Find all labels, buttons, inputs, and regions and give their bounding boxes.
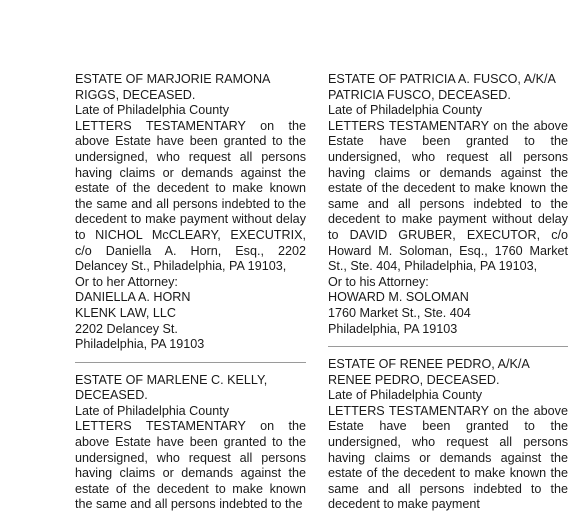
attorney-name: DANIELLA A. HORN [75,290,191,305]
notice-body: LETTERS TESTAMENTARY on the above Estate have been granted to the undersigned, who request all persons having claims or demands against the estate of the decedent to make known the same and all persons indebted to the decedent to make payment without delay to NICHOL McCLEARY, EXECUTRIX, c/o Daniella A. Horn, Esq., 2202 Delancey St., Philadelphia, PA 19103, [75,118,306,274]
estate-notice-pedro [328,357,568,513]
attorney-intro: Or to his Attorney: [328,274,429,289]
notice-body: LETTERS TESTAMENTARY on the above Estate have been granted to the undersigned, who request all persons having claims or demands against the estate of the decedent to make known the same and all persons indebted to the decedent to make payment [328,403,568,512]
notice-body: LETTERS TESTAMENTARY on the above Estate have been granted to the undersigned, who request all persons having claims or demands against the estate of the decedent to make known the same and all persons indebted to the decedent to make payment without delay to DAVID GRUBER, EXECUTOR, c/o Howard M. Soloman, Esq., 1760 Market St., Ste. 404, Philadelphia, PA 19103, [328,118,568,274]
estate-notice-riggs [75,72,306,353]
right-column [328,72,568,513]
estate-notice-kelly [75,373,306,513]
notice-title: ESTATE OF MARLENE C. KELLY, DECEASED. [75,372,268,403]
notice-body: LETTERS TESTAMENTARY on the above Estate have been granted to the undersigned, who request all persons having claims or demands against the estate of the decedent to make known the same and all persons indebted to the [75,419,306,512]
attorney-name: HOWARD M. SOLOMAN [328,290,469,305]
attorney-street: 1760 Market St., Ste. 404 [328,305,471,320]
left-column [75,72,306,513]
notice-county: Late of Philadelphia County [328,103,483,118]
notice-county: Late of Philadelphia County [75,403,230,418]
notice-county: Late of Philadelphia County [328,388,483,403]
law-firm: KLENK LAW, LLC [75,305,177,320]
notice-divider [75,362,306,363]
attorney-street: 2202 Delancey St. [75,321,178,336]
attorney-city: Philadelphia, PA 19103 [75,337,205,352]
notice-divider [328,346,568,347]
attorney-city: Philadelphia, PA 19103 [328,321,458,336]
notice-title: ESTATE OF MARJORIE RAMONA RIGGS, DECEASED. [75,72,270,102]
estate-notice-fusco [328,72,568,337]
notice-title: ESTATE OF PATRICIA A. FUSCO, A/K/A PATRICIA FUSCO, DECEASED. [328,72,556,102]
notice-title: ESTATE OF RENEE PEDRO, A/K/A RENEE PEDRO, DECEASED. [328,357,530,387]
notice-county: Late of Philadelphia County [75,103,230,118]
attorney-intro: Or to her Attorney: [75,274,178,289]
